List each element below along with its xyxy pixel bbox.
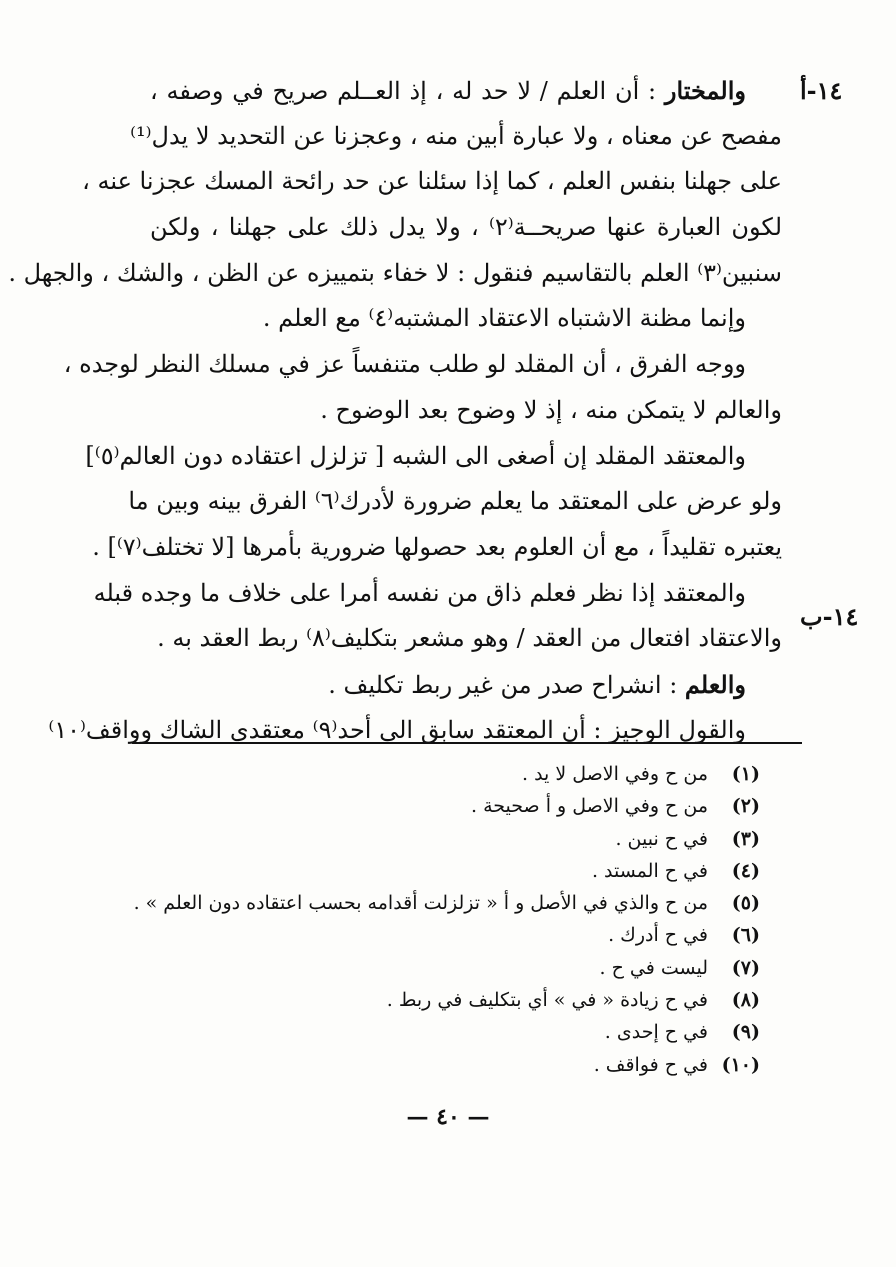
footnote <box>150 984 760 1016</box>
line-text: سنبين⁽٣⁾ العلم بالتقاسيم فنقول : لا خفاء بتمييزه عن الظن ، والشك ، والجهل . <box>8 258 782 287</box>
footnote <box>150 952 760 984</box>
line-text: ولو عرض على المعتقد ما يعلم ضرورة لأدرك⁽٦⁾ الفرق بينه وبين ما <box>128 487 782 516</box>
line-text: على جهلنا بنفس العلم ، كما إذا سئلنا عن حد رائحة المسك عجزنا عنه ، <box>82 167 782 196</box>
footnote-text: ليست في ح . <box>599 956 708 979</box>
footnote <box>150 855 760 887</box>
footnote-number: (٤) <box>731 859 760 882</box>
line-text: لكون العبارة عنها صريحــة⁽٢⁾ ، ولا يدل ذلك على جهلنا ، ولكن <box>150 213 783 242</box>
footnote-number: (٩) <box>731 1021 760 1044</box>
text-line <box>150 616 782 662</box>
text-line <box>130 114 782 160</box>
line-text: والمعتقد المقلد إن أصغى الى الشبه [ تزلزل اعتقاده دون العالم⁽٥⁾] <box>85 441 746 470</box>
line-text: : أن العلم / لا حد له ، إذ العــلم صريح في وصفه ، <box>150 77 665 105</box>
footnote-text: من ح والذي في الأصل و أ « تزلزلت أقدامه بحسب اعتقاده دون العلم » . <box>133 892 708 915</box>
footnotes <box>133 758 760 1081</box>
line-text: والقول الوجيز : أن المعتقد سابق الى أحد⁽٩⁾ معتقدي الشاك وواقف⁽١٠⁾ <box>48 715 746 744</box>
text-line <box>150 296 782 342</box>
footnote-text: في ح زيادة « في » أي بتكليف في ربط . <box>386 989 708 1012</box>
text-line <box>92 525 782 571</box>
footnote <box>150 823 760 855</box>
footnote-number: (٢) <box>731 795 760 818</box>
text-line <box>150 68 782 114</box>
footnote-number: (٦) <box>731 924 760 947</box>
line-text: والاعتقاد افتعال من العقد / وهو مشعر بتكليف⁽٨⁾ ربط العقد به . <box>157 624 782 653</box>
footnote <box>150 790 760 822</box>
line-text: والعالم لا يتمكن منه ، إذ لا وضوح بعد الوضوح . <box>320 395 782 424</box>
page-number: — ٤٠ — <box>406 1104 490 1130</box>
line-text: مفصح عن معناه ، ولا عبارة أبين منه ، وعجزنا عن التحديد لا يدل⁽¹⁾ <box>130 121 782 150</box>
footnote-text: في ح إحدى . <box>604 1021 708 1044</box>
footnote <box>150 758 760 790</box>
footnote-number: (٣) <box>731 827 760 850</box>
footnote <box>150 919 760 951</box>
line-text: : انشراح صدر من غير ربط تكليف . <box>328 670 685 699</box>
footnote-number: (١٠) <box>721 1053 760 1076</box>
footnote-number: (١) <box>731 763 760 785</box>
lead-term: والعلم <box>684 669 746 699</box>
text-line <box>150 388 782 434</box>
footnote-text: من ح وفي الاصل لا يد . <box>521 763 708 785</box>
text-line <box>93 571 782 617</box>
text-line <box>150 662 782 708</box>
footnote <box>133 887 760 919</box>
text-line <box>48 708 782 754</box>
footnote-text: من ح وفي الاصل و أ صحيحة . <box>471 795 708 818</box>
text-line <box>63 342 782 388</box>
footnote-number: (٥) <box>731 892 760 915</box>
footnote-text: في ح فواقف . <box>593 1053 708 1076</box>
footnote <box>150 1016 760 1048</box>
text-line <box>8 251 782 297</box>
text-line <box>150 205 782 251</box>
text-line <box>85 434 782 480</box>
text-line <box>128 479 782 525</box>
footnote-text: في ح المستد . <box>591 859 708 882</box>
margin-mark-14b: ١٤-ب <box>800 602 859 631</box>
footnote-separator <box>132 742 802 744</box>
lead-term: والمختار <box>664 76 746 105</box>
main-text <box>8 68 783 753</box>
footnote-number: (٧) <box>731 956 760 979</box>
line-text: ووجه الفرق ، أن المقلد لو طلب متنفساً عز في مسلك النظر لوجده ، <box>63 350 746 379</box>
text-line <box>82 159 782 205</box>
footnote-number: (٨) <box>731 989 760 1012</box>
line-text: والمعتقد إذا نظر فعلم ذاق من نفسه أمرا على خلاف ما وجده قبله <box>93 578 746 607</box>
footnote-text: في ح نبين . <box>615 827 708 850</box>
footnote-text: في ح أدرك . <box>608 924 708 947</box>
line-text: يعتبره تقليداً ، مع أن العلوم بعد حصولها ضرورية بأمرها [لا تختلف⁽٧⁾] . <box>92 532 782 561</box>
line-text: وإنما مظنة الاشتباه الاعتقاد المشتبه⁽٤⁾ مع العلم . <box>262 304 746 333</box>
margin-mark-14a: ١٤-أ <box>800 76 843 105</box>
footnote <box>150 1049 760 1081</box>
